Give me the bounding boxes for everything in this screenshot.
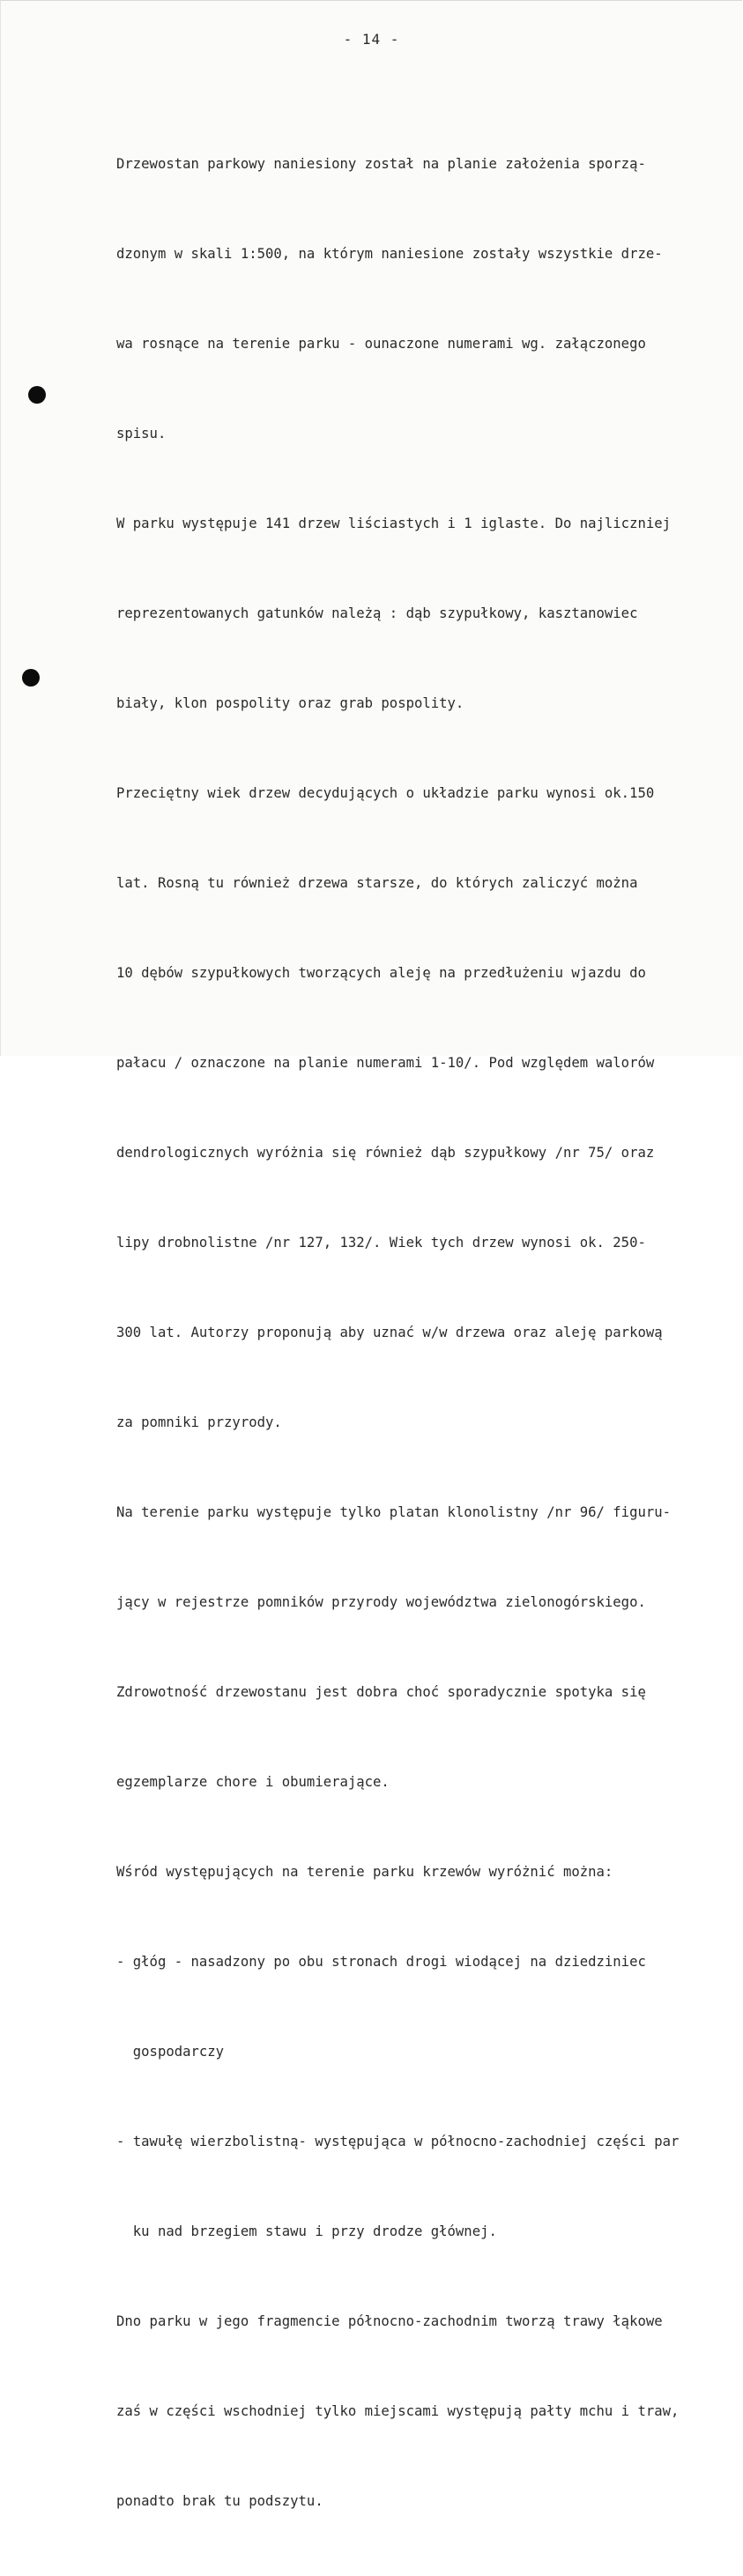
text-line: lipy drobnolistne /nr 127, 132/. Wiek tych drzew wynosi ok. 250-	[116, 1235, 646, 1251]
text-line: reprezentowanych gatunków należą : dąb szypułkowy, kasztanowiec	[116, 605, 638, 621]
text-line: Dno parku w jego fragmencie północno-zachodnim tworzą trawy łąkowe	[116, 2313, 663, 2329]
text-line: spisu.	[116, 426, 167, 442]
text-line: ponadto brak tu podszytu.	[116, 2493, 323, 2509]
text-line: W parku występuje 141 drzew liściastych i 1 iglaste. Do najliczniej	[116, 516, 672, 531]
text-line: zaś w części wschodniej tylko miejscami występują pałty mchu i traw,	[116, 2403, 680, 2419]
text-line: egzemplarze chore i obumierające.	[116, 1774, 390, 1790]
text-line: jący w rejestrze pomników przyrody województwa zielonogórskiego.	[116, 1594, 646, 1610]
text-line: dendrologicznych wyróżnia się również dąb szypułkowy /nr 75/ oraz	[116, 1145, 655, 1161]
body-text	[116, 89, 743, 2576]
punch-hole	[28, 386, 46, 404]
text-line: Zdrowotność drzewostanu jest dobra choć sporadycznie spotyka się	[116, 1684, 646, 1700]
text-line: dzonym w skali 1:500, na którym naniesione zostały wszystkie drze-	[116, 246, 663, 262]
list-item: - głóg - nasadzony po obu stronach drogi wiodącej na dziedziniec	[116, 1954, 646, 1970]
list-item-continuation: ku nad brzegiem stawu i przy drodze głównej.	[116, 2223, 497, 2239]
page-number: - 14 -	[343, 31, 400, 48]
text-line: 300 lat. Autorzy proponują aby uznać w/w drzewa oraz aleję parkową	[116, 1325, 663, 1340]
text-line: Na terenie parku występuje tylko platan klonolistny /nr 96/ figuru-	[116, 1504, 672, 1520]
text-line: 10 dębów szypułkowych tworzących aleję na przedłużeniu wjazdu do	[116, 965, 646, 981]
list-item: - tawułę wierzbolistną- występująca w północno-zachodniej części par	[116, 2134, 680, 2149]
list-item-continuation: gospodarczy	[116, 2044, 225, 2060]
text-line: wa rosnące na terenie parku - ounaczone numerami wg. załączonego	[116, 336, 646, 352]
text-line: za pomniki przyrody.	[116, 1414, 282, 1430]
punch-hole	[22, 669, 40, 687]
text-line: Drzewostan parkowy naniesiony został na planie założenia sporzą-	[116, 156, 646, 172]
text-line: Przeciętny wiek drzew decydujących o układzie parku wynosi ok.150	[116, 785, 655, 801]
text-line: lat. Rosną tu również drzewa starsze, do których zaliczyć można	[116, 875, 638, 891]
text-line: pałacu / oznaczone na planie numerami 1-10/. Pod względem walorów	[116, 1055, 655, 1071]
text-line: biały, klon pospolity oraz grab pospolity.	[116, 695, 464, 711]
text-line: Wśród występujących na terenie parku krzewów wyróżnić można:	[116, 1864, 613, 1880]
